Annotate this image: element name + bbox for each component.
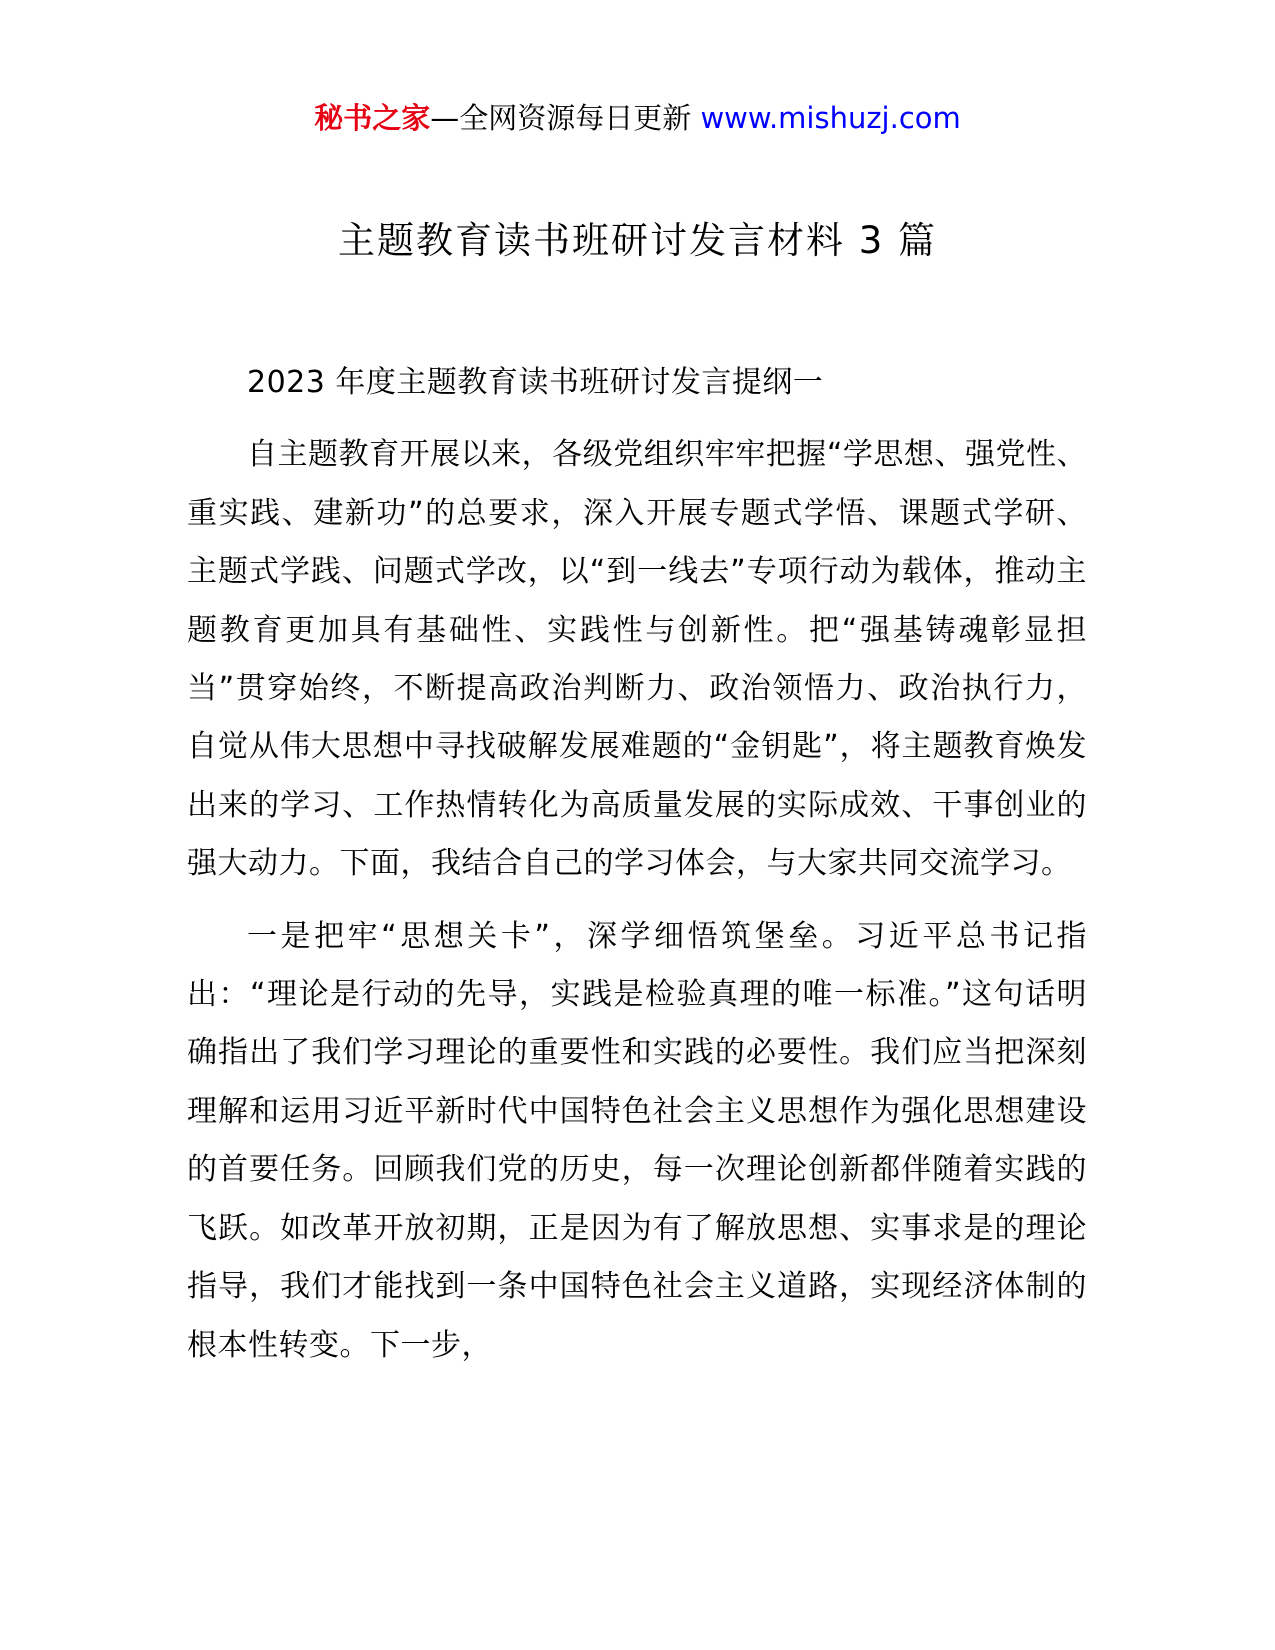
body-paragraph: 自主题教育开展以来，各级党组织牢牢把握“学思想、强党性、重实践、建新功”的总要求，深入开展专题式学悟、课题式学研、主题式学践、问题式学改，以“到一线去”专项行动为载体，推动主题教育更加具有基础性、实践性与创新性。把“强基铸魂彰显担当”贯穿始终，不断提高政治判断力、政治领悟力、政治执行力，自觉从伟大思想中寻找破解发展难题的“金钥匙”，将主题教育焕发出来的学习、工作热情转化为高质量发展的实际成效、干事创业的强大动力。下面，我结合自己的学习体会，与大家共同交流学习。	[187, 437, 1087, 882]
site-url-link[interactable]: www.mishuzj.com	[700, 101, 961, 135]
document-subtitle: 2023 年度主题教育读书班研讨发言提纲一	[247, 365, 824, 400]
body-paragraph: 一是把牢“思想关卡”，深学细悟筑堡垒。习近平总书记指出：“理论是行动的先导，实践是检验真理的唯一标准。”这句话明确指出了我们学习理论的重要性和实践的必要性。我们应当把深刻理解和运用习近平新时代中国特色社会主义思想作为强化思想建设的首要任务。回顾我们党的历史，每一次理论创新都伴随着实践的飞跃。如改革开放初期，正是因为有了解放思想、实事求是的理论指导，我们才能找到一条中国特色社会主义道路，实现经济体制的根本性转变。下一步，	[187, 918, 1087, 1363]
site-tagline: —全网资源每日更新	[430, 101, 692, 135]
document-body	[187, 354, 1087, 1375]
site-header-banner	[0, 98, 1275, 138]
site-brand-name: 秘书之家	[314, 101, 431, 135]
document-title: 主题教育读书班研讨发言材料 3 篇	[337, 219, 938, 262]
